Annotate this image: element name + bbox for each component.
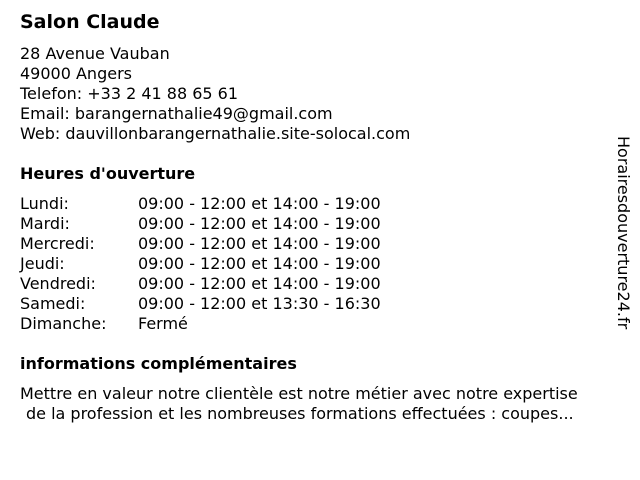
phone-number: Telefon: +33 2 41 88 65 61	[20, 84, 239, 103]
info-heading: informations complémentaires	[20, 354, 297, 373]
day-label: Mardi:	[20, 214, 70, 233]
contact-block	[20, 44, 410, 144]
day-label: Jeudi:	[20, 254, 65, 273]
hours-row	[20, 214, 381, 234]
info-line-2: de la profession et les nombreuses formations effectuées : coupes...	[26, 404, 574, 423]
website: Web: dauvillonbarangernathalie.site-solocal.com	[20, 124, 411, 143]
time-value: 09:00 - 12:00 et 13:30 - 16:30	[138, 294, 381, 313]
info-text	[20, 384, 630, 424]
time-value: 09:00 - 12:00 et 14:00 - 19:00	[138, 214, 381, 233]
time-value: 09:00 - 12:00 et 14:00 - 19:00	[138, 194, 381, 213]
address-city: 49000 Angers	[20, 64, 132, 83]
day-label: Dimanche:	[20, 314, 107, 333]
day-label: Mercredi:	[20, 234, 95, 253]
day-label: Vendredi:	[20, 274, 96, 293]
email-address: Email: barangernathalie49@gmail.com	[20, 104, 333, 123]
hours-row	[20, 314, 381, 334]
day-label: Lundi:	[20, 194, 69, 213]
time-value: Fermé	[138, 314, 188, 333]
info-line-1: Mettre en valeur notre clientèle est notre métier avec notre expertise	[20, 384, 578, 403]
hours-row	[20, 234, 381, 254]
hours-row	[20, 294, 381, 314]
hours-row	[20, 254, 381, 274]
time-value: 09:00 - 12:00 et 14:00 - 19:00	[138, 254, 381, 273]
day-label: Samedi:	[20, 294, 86, 313]
time-value: 09:00 - 12:00 et 14:00 - 19:00	[138, 234, 381, 253]
hours-heading: Heures d'ouverture	[20, 164, 196, 183]
address-street: 28 Avenue Vauban	[20, 44, 170, 63]
time-value: 09:00 - 12:00 et 14:00 - 19:00	[138, 274, 381, 293]
hours-row	[20, 194, 381, 214]
hours-row	[20, 274, 381, 294]
business-title: Salon Claude	[20, 11, 160, 33]
site-watermark: Horairesdouverture24.fr	[614, 136, 633, 330]
hours-table	[20, 194, 381, 334]
